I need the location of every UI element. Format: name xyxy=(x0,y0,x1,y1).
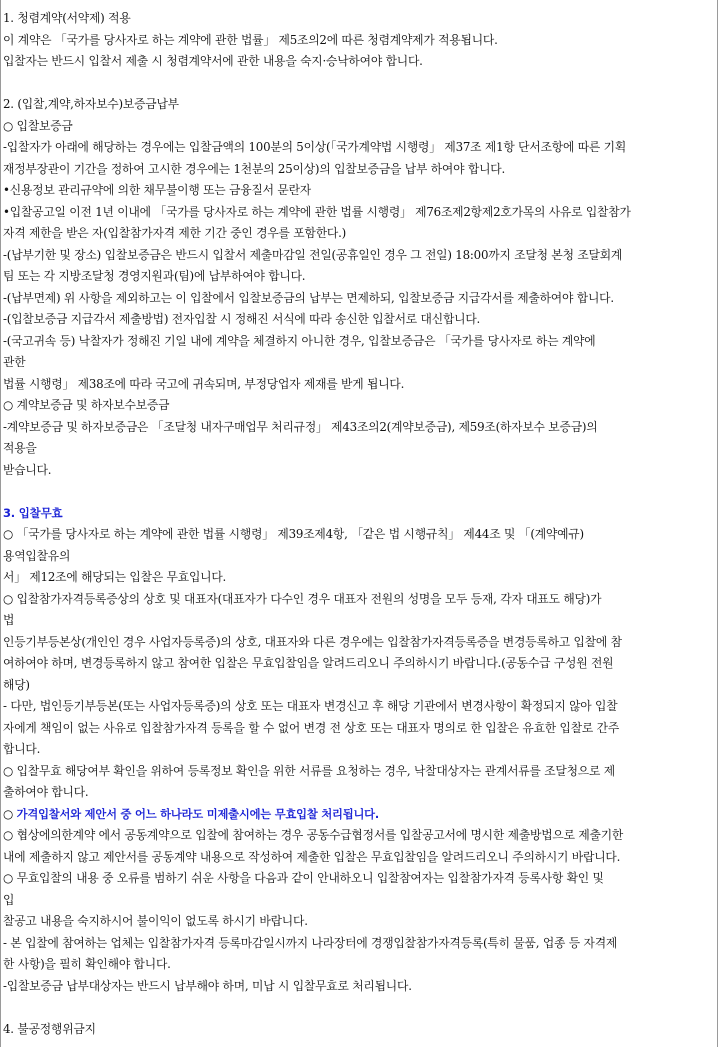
section2-heading: 2. (입찰,계약,하자보수)보증금납부 xyxy=(3,97,179,111)
section3-line: 출하여야 합니다. xyxy=(3,785,89,799)
section2-line: 적용을 xyxy=(3,441,37,455)
section3-line: ○ 무효입찰의 내용 중 오류를 범하기 쉬운 사항을 다음과 같이 안내하오니 입찰참여자는 입찰참가자격 등록사항 확인 및 xyxy=(3,871,604,885)
section2-line: •입찰공고일 이전 1년 이내에 「국가를 당사자로 하는 계약에 관한 법률 시행령」 제76조제2항제2호가목의 사유로 입찰참가 xyxy=(3,204,631,219)
section3-line: 인등기부등본상(개인인 경우 사업자등록증)의 상호, 대표자와 다른 경우에는 입찰참가자격등록증을 변경등록하고 입찰에 참 xyxy=(3,634,622,649)
section2-line: 재정부장관이 기간을 정하여 고시한 경우에는 1천분의 25이상)의 입찰보증금을 납부 하여야 합니다. xyxy=(3,161,506,176)
section2-line: ○ 계약보증금 및 하자보수보증금 xyxy=(3,398,170,412)
section3-line: 합니다. xyxy=(3,742,41,756)
section1-heading: 1. 청렴계약(서약제) 적용 xyxy=(3,11,131,25)
section2-line: 자격 제한을 받은 자(입찰참가자격 제한 기간 중인 경우를 포함한다.) xyxy=(3,226,347,240)
section3-line: ○ 「국가를 당사자로 하는 계약에 관한 법률 시행령」 제39조제4항, 「같은 법 시행규칙」 제44조 및 「(계약예규) xyxy=(3,527,584,541)
section3-line: 입 xyxy=(3,892,15,907)
section2-line: 팀 또는 각 지방조달청 경영지원과(팀)에 납부하여야 합니다. xyxy=(3,269,306,283)
warning-bullet: ○ xyxy=(3,806,17,821)
section3-line: ○ 협상에의한계약 에서 공동계약으로 입찰에 참여하는 경우 공동수급협정서를 입찰공고서에 명시한 제출방법으로 제출기한 xyxy=(3,828,624,842)
spacer xyxy=(3,481,717,503)
section1-line: 입찰자는 반드시 입찰서 제출 시 청렴계약서에 관한 내용을 숙지·승낙하여야 합니다. xyxy=(3,54,423,68)
warning-text: 가격입찰서와 제안서 중 어느 하나라도 미제출시에는 무효입찰 처리됩니다. xyxy=(16,807,379,821)
section4-heading: 4. 불공정행위금지 xyxy=(3,1021,96,1036)
section2-line: ○ 입찰보증금 xyxy=(3,118,73,133)
section2-line: 관한 xyxy=(3,355,26,369)
section2-line: -(입찰보증금 지급각서 제출방법) 전자입찰 시 정해진 서식에 따라 송신한 입찰서로 대신합니다. xyxy=(3,312,481,326)
notice-content xyxy=(1,0,717,1040)
spacer xyxy=(3,73,717,95)
section3-line: ○ 입찰무효 해당여부 확인을 위하여 등록정보 확인을 위한 서류를 요청하는 경우, 낙찰대상자는 관계서류를 조달청으로 제 xyxy=(3,763,615,778)
section3-line: 내에 제출하지 않고 제안서를 공동계약 내용으로 작성하여 제출한 입찰은 무효입찰임을 알려드리오니 주의하시기 바랍니다. xyxy=(3,849,621,864)
section2-line: 받습니다. xyxy=(3,462,52,477)
section1-line: 이 계약은 「국가를 당사자로 하는 계약에 관한 법률」 제5조의2에 따른 청렴계약제가 적용됩니다. xyxy=(3,32,498,47)
invalid-bid-warning xyxy=(3,804,717,826)
section3-line: 찰공고 내용을 숙지하시어 불이익이 없도록 하시기 바랍니다. xyxy=(3,914,308,928)
section3-line: - 본 입찰에 참여하는 업체는 입찰참가자격 등록마감일시까지 나라장터에 경쟁입찰참가자격등록(특히 물품, 업종 등 자격제 xyxy=(3,935,618,950)
spacer xyxy=(3,997,717,1019)
section3-heading: 3. 입찰무효 xyxy=(3,505,63,520)
section2-line: -입찰자가 아래에 해당하는 경우에는 입찰금액의 100분의 5이상(「국가계약법 시행령」 제37조 제1항 단서조항에 따른 기획 xyxy=(3,140,627,154)
section2-line: -계약보증금 및 하자보증금은 「조달청 내자구매업무 처리규정」 제43조의2(계약보증금), 제59조(하자보수 보증금)의 xyxy=(3,419,598,434)
section3-line: 한 사항)을 필히 확인해야 합니다. xyxy=(3,957,171,971)
section3-line: 법 xyxy=(3,613,15,627)
section3-line: - 다만, 법인등기부등본(또는 사업자등록증)의 상호 또는 대표자 변경신고 후 해당 기관에서 변경사항이 확정되지 않아 입찰 xyxy=(3,699,618,713)
section2-line: •신용정보 관리규약에 의한 채무불이행 또는 금융질서 문란자 xyxy=(3,183,311,197)
section2-line: 법률 시행령」 제38조에 따라 국고에 귀속되며, 부정당업자 제재를 받게 됩니다. xyxy=(3,376,405,391)
section3-line: -입찰보증금 납부대상자는 반드시 납부해야 하며, 미납 시 입찰무효로 처리됩니다. xyxy=(3,978,412,993)
section3-line: 여하여야 하며, 변경등록하지 않고 참여한 입찰은 무효입찰임을 알려드리오니 주의하시기 바랍니다.(공동수급 구성원 전원 xyxy=(3,656,614,670)
section3-line: ○ 입찰참가자격등록증상의 상호 및 대표자(대표자가 다수인 경우 대표자 전원의 성명을 모두 등재, 각자 대표도 해당)가 xyxy=(3,591,602,606)
section3-line: 자에게 책임이 없는 사유로 입찰참가자격 등록을 할 수 없어 변경 전 상호 또는 대표자 명의로 한 입찰은 유효한 입찰로 간주 xyxy=(3,720,620,735)
section3-line: 해당) xyxy=(3,677,30,692)
section2-line: -(국고귀속 등) 낙찰자가 정해진 기일 내에 계약을 체결하지 아니한 경우, 입찰보증금은 「국가를 당사자로 하는 계약에 xyxy=(3,333,596,348)
section2-line: -(납부면제) 위 사항을 제외하고는 이 입찰에서 입찰보증금의 납부는 면제하되, 입찰보증금 지급각서를 제출하여야 합니다. xyxy=(3,290,614,305)
section2-line: -(납부기한 및 장소) 입찰보증금은 반드시 입찰서 제출마감일 전일(공휴일인 경우 그 전일) 18:00까지 조달청 본청 조달회계 xyxy=(3,247,623,262)
section3-line: 서」 제12조에 해당되는 입찰은 무효입니다. xyxy=(3,570,227,584)
section3-line: 용역입찰유의 xyxy=(3,548,71,563)
